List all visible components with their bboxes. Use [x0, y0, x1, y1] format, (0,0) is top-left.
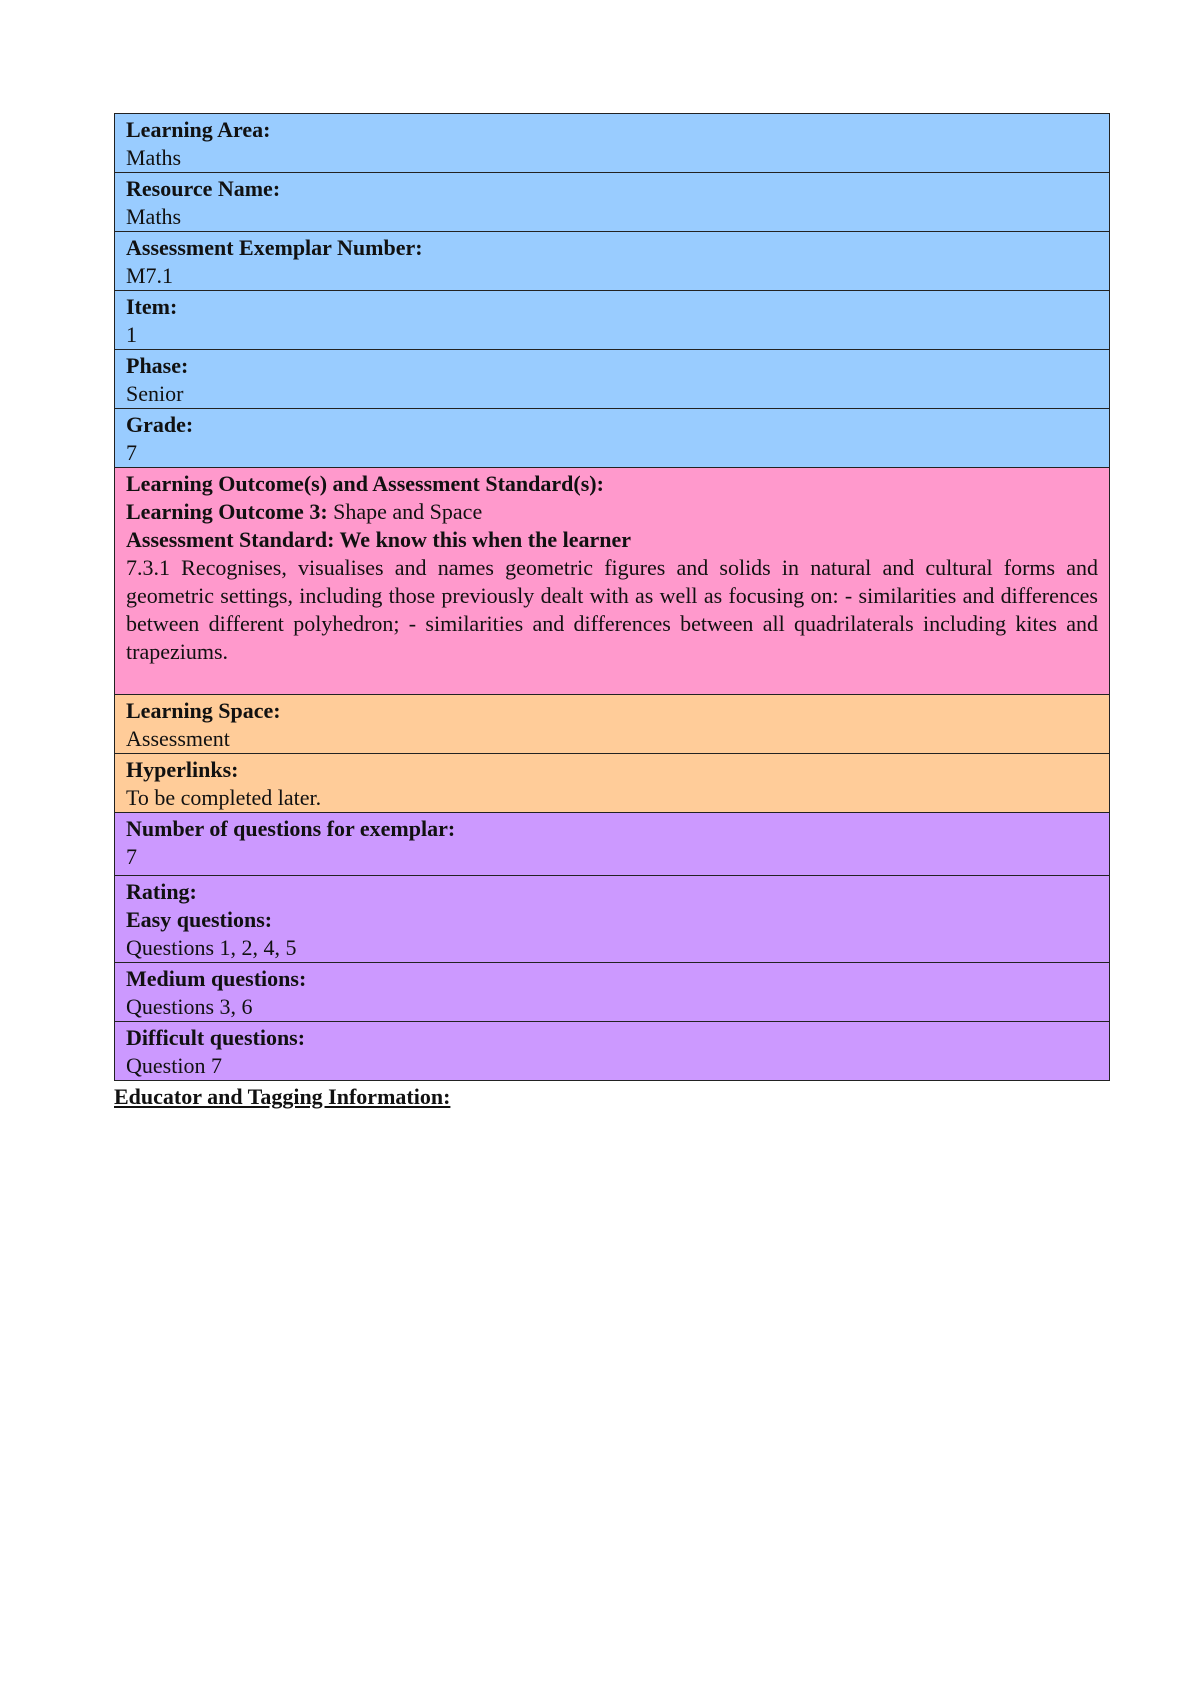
cell-item: [115, 291, 1110, 350]
cell-medium: [115, 963, 1110, 1022]
grade-value: 7: [126, 440, 137, 465]
learning-outcome-value: Shape and Space: [333, 499, 483, 524]
grade-label: Grade:: [126, 412, 194, 437]
easy-questions-label: Easy questions:: [126, 907, 273, 932]
item-label: Item:: [126, 294, 178, 319]
medium-questions-value: Questions 3, 6: [126, 994, 253, 1019]
difficult-questions-label: Difficult questions:: [126, 1025, 306, 1050]
cell-rating: [115, 876, 1110, 963]
educator-tagging-heading: Educator and Tagging Information:: [114, 1084, 451, 1109]
cell-learning-area: [115, 114, 1110, 173]
exemplar-number-value: M7.1: [126, 263, 174, 288]
row-learning-area: [115, 114, 1110, 173]
learning-space-value: Assessment: [126, 726, 230, 751]
cell-grade: [115, 409, 1110, 468]
cell-difficult: [115, 1022, 1110, 1081]
learning-area-value: Maths: [126, 145, 181, 170]
learning-area-label: Learning Area:: [126, 117, 271, 142]
cell-phase: [115, 350, 1110, 409]
cell-num-questions: [115, 813, 1110, 876]
row-grade: [115, 409, 1110, 468]
num-questions-label: Number of questions for exemplar:: [126, 816, 456, 841]
cell-outcomes: [115, 468, 1110, 695]
resource-name-value: Maths: [126, 204, 181, 229]
row-num-questions: [115, 813, 1110, 876]
row-medium: [115, 963, 1110, 1022]
rating-label: Rating:: [126, 879, 197, 904]
cell-hyperlinks: [115, 754, 1110, 813]
exemplar-number-label: Assessment Exemplar Number:: [126, 235, 423, 260]
learning-outcome-label: Learning Outcome 3:: [126, 499, 328, 524]
cell-resource-name: [115, 173, 1110, 232]
row-difficult: [115, 1022, 1110, 1081]
phase-label: Phase:: [126, 353, 189, 378]
resource-name-label: Resource Name:: [126, 176, 281, 201]
row-phase: [115, 350, 1110, 409]
item-value: 1: [126, 322, 137, 347]
difficult-questions-value: Question 7: [126, 1053, 222, 1078]
phase-value: Senior: [126, 381, 184, 406]
row-resource-name: [115, 173, 1110, 232]
cell-exemplar-number: [115, 232, 1110, 291]
hyperlinks-value: To be completed later.: [126, 785, 322, 810]
row-item: [115, 291, 1110, 350]
easy-questions-value: Questions 1, 2, 4, 5: [126, 935, 297, 960]
exemplar-info-sheet: [114, 113, 1110, 1111]
outcomes-label: Learning Outcome(s) and Assessment Standard(s):: [126, 471, 604, 496]
learning-space-label: Learning Space:: [126, 698, 281, 723]
learning-outcome-line: [126, 498, 1098, 526]
medium-questions-label: Medium questions:: [126, 966, 307, 991]
hyperlinks-label: Hyperlinks:: [126, 757, 239, 782]
assessment-standard-text: 7.3.1 Recognises, visualises and names geometric figures and solids in natural and cultural forms and geometric settings, including those previously dealt with as well as focusing on: - similarities and differences between different polyhedron; - similarities and differences between all quadrilaterals including kites and trapeziums.: [126, 555, 1098, 664]
row-hyperlinks: [115, 754, 1110, 813]
row-outcomes: [115, 468, 1110, 695]
cell-learning-space: [115, 695, 1110, 754]
row-learning-space: [115, 695, 1110, 754]
exemplar-info-table: [114, 113, 1110, 1081]
assessment-standard-label: Assessment Standard: We know this when the learner: [126, 527, 632, 552]
row-rating: [115, 876, 1110, 963]
num-questions-value: 7: [126, 844, 137, 869]
row-exemplar-number: [115, 232, 1110, 291]
